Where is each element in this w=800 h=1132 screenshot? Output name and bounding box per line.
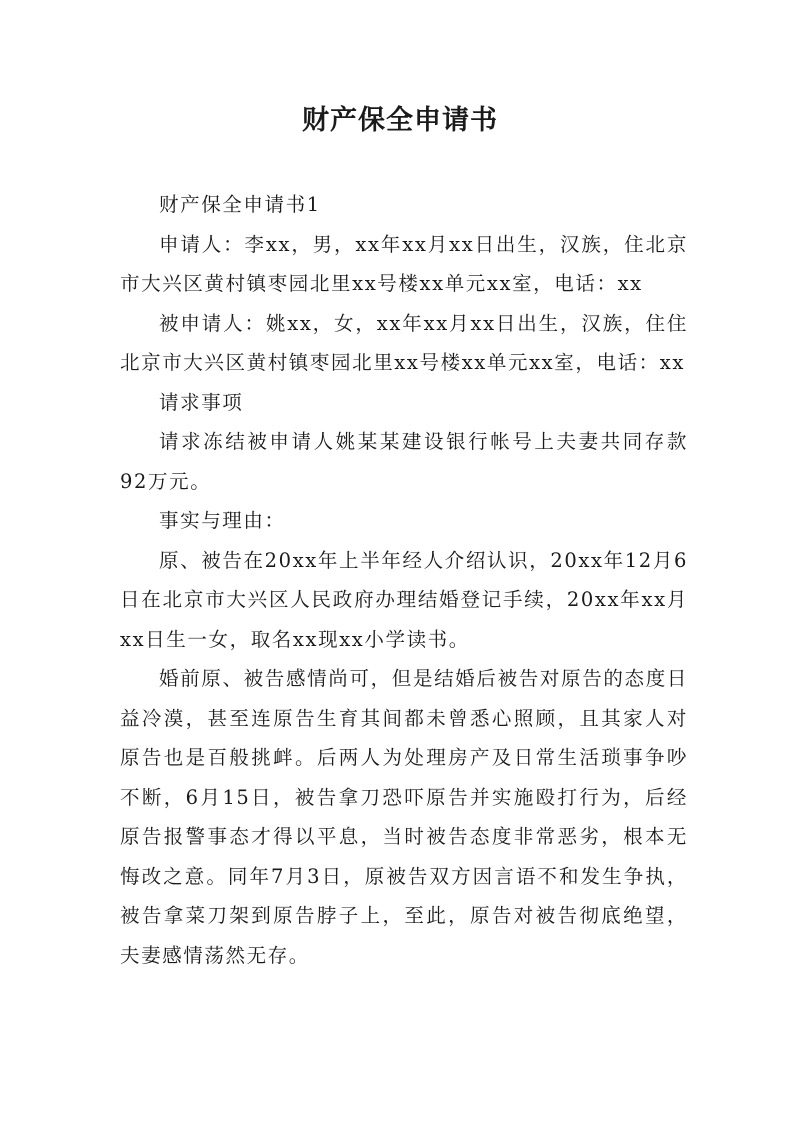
section-heading: 财产保全申请书1 — [159, 193, 321, 216]
applicant-paragraph: 申请人：李xx，男，xx年xx月xx日出生，汉族，住北京市大兴区黄村镇枣园北里xx号楼xx单元xx室，电话：xx — [120, 232, 688, 295]
document-body — [120, 185, 688, 975]
facts-heading: 事实与理由： — [159, 509, 286, 532]
document-title: 财产保全申请书 — [302, 105, 498, 136]
respondent-paragraph: 被申请人：姚xx，女，xx年xx月xx日出生，汉族，住住北京市大兴区黄村镇枣园北里xx号楼xx单元xx室，电话：xx — [120, 311, 688, 374]
claims-paragraph: 请求冻结被申请人姚某某建设银行帐号上夫妻共同存款92万元。 — [120, 430, 688, 493]
facts-paragraph-2: 婚前原、被告感情尚可，但是结婚后被告对原告的态度日益冷漠，甚至连原告生育其间都未曾悉心照顾，且其家人对原告也是百般挑衅。后两人为处理房产及日常生活琐事争吵不断，6月15日，被告拿刀恐吓原告并实施殴打行为，后经原告报警事态才得以平息，当时被告态度非常恶劣，根本无悔改之意。同年7月3日，原被告双方因言语不和发生争执，被告拿菜刀架到原告脖子上，至此，原告对被告彻底绝望，夫妻感情荡然无存。 — [120, 667, 688, 967]
facts-paragraph-1: 原、被告在20xx年上半年经人介绍认识，20xx年12月6日在北京市大兴区人民政府办理结婚登记手续，20xx年xx月xx日生一女，取名xx现xx小学读书。 — [120, 548, 688, 651]
claims-heading: 请求事项 — [159, 390, 244, 414]
